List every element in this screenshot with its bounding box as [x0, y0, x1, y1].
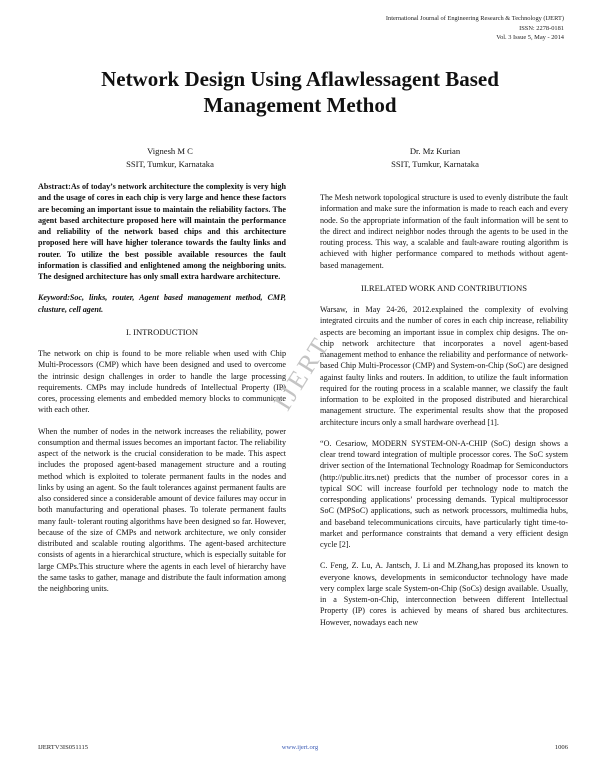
issn: ISSN: 2278-0181 — [519, 24, 564, 32]
keywords: Keyword:Soc, links, router, Agent based management method, CMP, clusture, cell agent. — [38, 293, 286, 314]
footer-paper-id: IJERTV3IS051115 — [38, 744, 89, 751]
author-1-name: Vignesh M C — [147, 146, 193, 156]
right-column — [320, 192, 568, 638]
author-2-affiliation: SSIT, Tumkur, Karnataka — [391, 159, 479, 169]
footer-website-link[interactable]: www.ijert.org — [281, 744, 319, 751]
left-column — [38, 181, 286, 604]
related-work-paragraph-3: C. Feng, Z. Lu, A. Jantsch, J. Li and M.Zhang,has proposed its known to everyone knows, developments in semiconductor technology have made very complex large scale System-on-Chip (SoCs) design available. Usually, in a System-on-Chip, interconnection between different Intellectual Property (IP) cores is achieved by means of shared bus architectures. However, nowadays each new — [320, 561, 568, 627]
volume-issue: Vol. 3 Issue 5, May - 2014 — [496, 34, 564, 41]
intro-paragraph-2: When the number of nodes in the network increases the reliability, power consumption and thermal issues becomes an important factor. The reliability aspect of the network is the crucial consideration to be made. This aspect includes the proposed agent-based management structure and a routing method which is exploited to tolerate permanent faults in the nodes and links by using an agent. So the fault tolerances against permanent faults are also considered since a considerable amount of device failures may occur in both manufacturing and operational phases. To tolerate permanent faults many fault- tolerant routing algorithms have been designed so far. However, because of the size of CMPs and network architecture, we only consider distributed and scalable routing algorithms. The agent-based architecture consists of agents in a hierarchical structure, which is especially suitable for large CMPs.This structure where the agents in each level of hierarchy have the same tasks to gather, manage and distribute the fault information among the neighboring units. — [38, 426, 286, 593]
watermark: IJERT — [268, 331, 336, 416]
journal-header — [386, 14, 564, 43]
author-2-name: Dr. Mz Kurian — [409, 146, 461, 156]
author-2 — [310, 145, 560, 171]
author-1 — [40, 145, 300, 171]
related-work-paragraph-2: “O. Cesariow, MODERN SYSTEM-ON-A-CHIP (SoC) design shows a clear trend toward integration of multiple processor cores. The SoC system driver section of the International Technology Roadmap for Semiconductors (http://public.itrs.net) predicts that the number of processor cores in a typical SOC will increase fourfold per technology node to match the corresponding applications’ processing demands. Typical multiprocessor SoC (MPSoC) applications, such as network processors, multimedia hubs, and baseband telecommunications circuits, have particularly tight time-to-market and performance constraints that demand a very efficient design cycle [2]. — [320, 438, 568, 549]
intro-paragraph-1: The network on chip is found to be more reliable when used with Chip Multi-Processors (CMP) which have been designed and used to overcome the intrinsic design challenges in order to handle the large processing requirements. CMPs may include hundreds of Intellectual Property (IP) cores, processing elements and embedded memory blocks to communicate with each other. — [38, 349, 286, 415]
related-work-paragraph-1: Warsaw, in May 24-26, 2012.explained the complexity of evolving integrated circuits and the number of cores in each chip increase, reliability aspects are becoming an important issue in complex chip designs. The on-chip network architecture that incorporates a novel agent-based management method to enhance the reliability and performance of network-based Chip Multi-Processor (CMP) and System-on-Chip (SoC) are designed against faulty links and routers. In addition, to utilize the fault information required for the routing process in a scalable manner, we classify the fault information to be exploited in the proposed distributed and hierarchical management structure. The experimental results show that the proposed architecture incurs only a small hardware overhead [1]. — [320, 305, 568, 427]
introduction-heading: I. INTRODUCTION — [125, 326, 199, 337]
footer-page-number: 1006 — [554, 744, 568, 751]
title-line-2: Management Method — [203, 93, 397, 117]
abstract: Abstract:As of today’s network architecture the complexity is very high and the usage of cores in each chip is very large and hence these factors are becoming an important issue to maintain the reliability factors. The agent based architecture proposed here will maintain the performance and reliability of the network based chips and this architecture proposed here will have higher tolerance towards the faulty links and router. To utilize the best possible available resources the fault information is classified and enlightened among the neighboring units. The designed architecture has only small extra hardware architecture. — [38, 182, 286, 281]
right-paragraph-1: The Mesh network topological structure is used to evenly distribute the fault information and make sure the information is made to reach each and every node. So the appropriate information of the fault information will be sent to the direct and indirect neighbor nodes through the agents to be used in the routing process. This way, a scalable and fault-aware routing algorithm is achieved with higher performance compared to methods without agent-based management. — [320, 193, 568, 270]
journal-name: International Journal of Engineering Research & Technology (IJERT) — [385, 15, 564, 22]
related-work-heading: II.RELATED WORK AND CONTRIBUTIONS — [361, 282, 527, 293]
title-line-1: Network Design Using Aflawlessagent Based — [101, 67, 499, 91]
paper-title — [30, 66, 570, 118]
author-1-affiliation: SSIT, Tumkur, Karnataka — [126, 159, 214, 169]
